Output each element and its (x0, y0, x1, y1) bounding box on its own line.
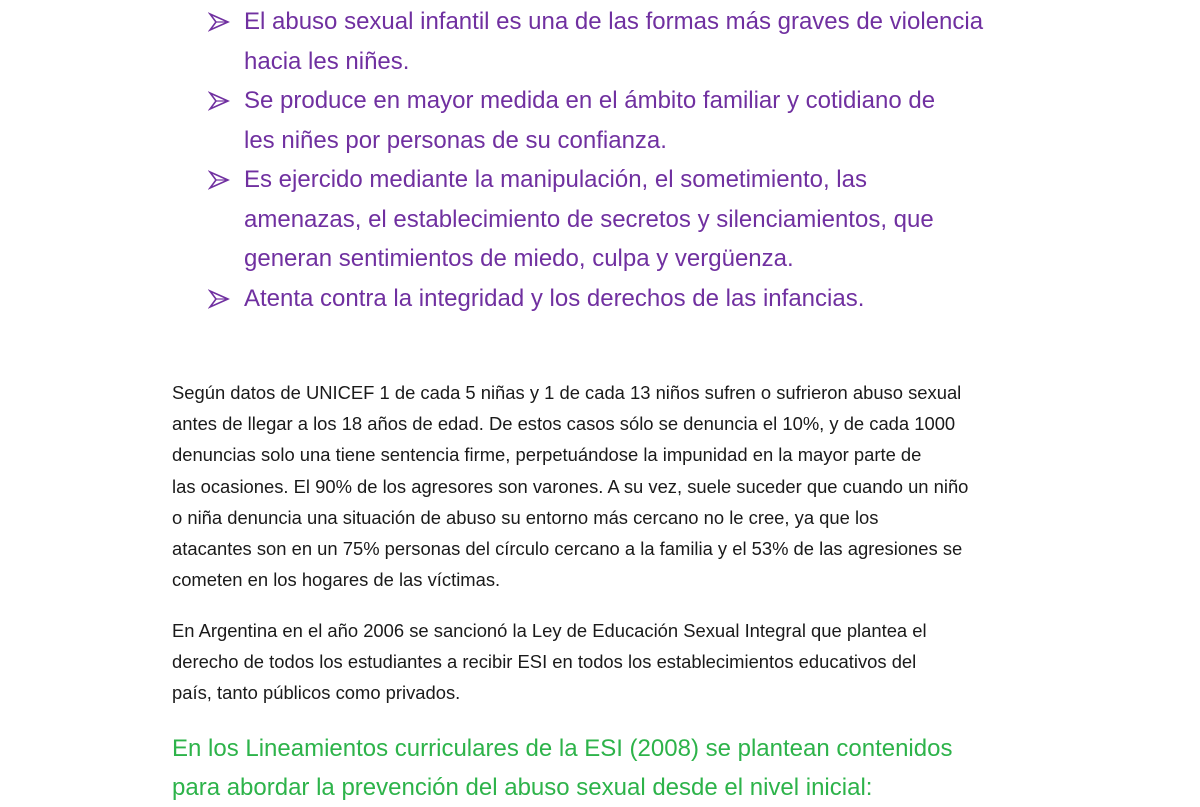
bullet-line: les niñes por personas de su confianza. (244, 126, 667, 154)
esi-guidelines-heading (172, 729, 1052, 807)
bullet-line: Es ejercido mediante la manipulación, el sometimiento, las (244, 166, 867, 193)
bullet-line: hacia les niñes. (244, 47, 410, 75)
paragraph-line: antes de llegar a los 18 años de edad. De estos casos sólo se denuncia el 10%, y de cada 1000 (172, 413, 956, 435)
paragraph-line: derecho de todos los estudiantes a recibir ESI en todos los establecimientos educativos del (172, 651, 917, 673)
arrow-bullet-icon (208, 12, 230, 32)
bullet-line: Atenta contra la integridad y los derechos de las infancias. (244, 284, 865, 312)
bullet-item (208, 279, 1048, 319)
unicef-statistics-paragraph (172, 377, 1042, 595)
bullet-line: generan sentimientos de miedo, culpa y vergüenza. (244, 245, 794, 272)
bullet-item (208, 2, 1048, 81)
paragraph-line: En Argentina en el año 2006 se sancionó la Ley de Educación Sexual Integral que plantea el (172, 620, 927, 641)
paragraph-line: cometen en los hogares de las víctimas. (172, 569, 501, 591)
paragraph-line: país, tanto públicos como privados. (172, 682, 461, 704)
arrow-bullet-icon (208, 91, 230, 111)
paragraph-line: denuncias solo una tiene sentencia firme, perpetuándose la impunidad en la mayor parte de (172, 444, 922, 466)
heading-line: para abordar la prevención del abuso sexual desde el nivel inicial: (172, 774, 873, 801)
paragraph-line: o niña denuncia una situación de abuso su entorno más cercano no le cree, ya que los (172, 506, 879, 528)
bullet-line: amenazas, el establecimiento de secretos y silenciamientos, que (244, 205, 934, 233)
bullet-list (208, 2, 1048, 318)
paragraph-line: Según datos de UNICEF 1 de cada 5 niñas y 1 de cada 13 niños sufren o sufrieron abuso sexual (172, 382, 962, 403)
paragraph-line: atacantes son en un 75% personas del círculo cercano a la familia y el 53% de las agresiones se (172, 538, 963, 560)
heading-line: En los Lineamientos curriculares de la ESI (2008) se plantean contenidos (172, 735, 953, 762)
bullet-item (208, 81, 1048, 160)
bullet-line: Se produce en mayor medida en el ámbito familiar y cotidiano de (244, 87, 936, 114)
arrow-bullet-icon (208, 289, 230, 309)
bullet-item (208, 160, 1048, 279)
bullet-line: El abuso sexual infantil es una de las formas más graves de violencia (244, 8, 984, 35)
arrow-bullet-icon (208, 170, 230, 190)
paragraph-line: las ocasiones. El 90% de los agresores son varones. A su vez, suele suceder que cuando un niño (172, 475, 969, 497)
esi-law-paragraph (172, 615, 1042, 709)
